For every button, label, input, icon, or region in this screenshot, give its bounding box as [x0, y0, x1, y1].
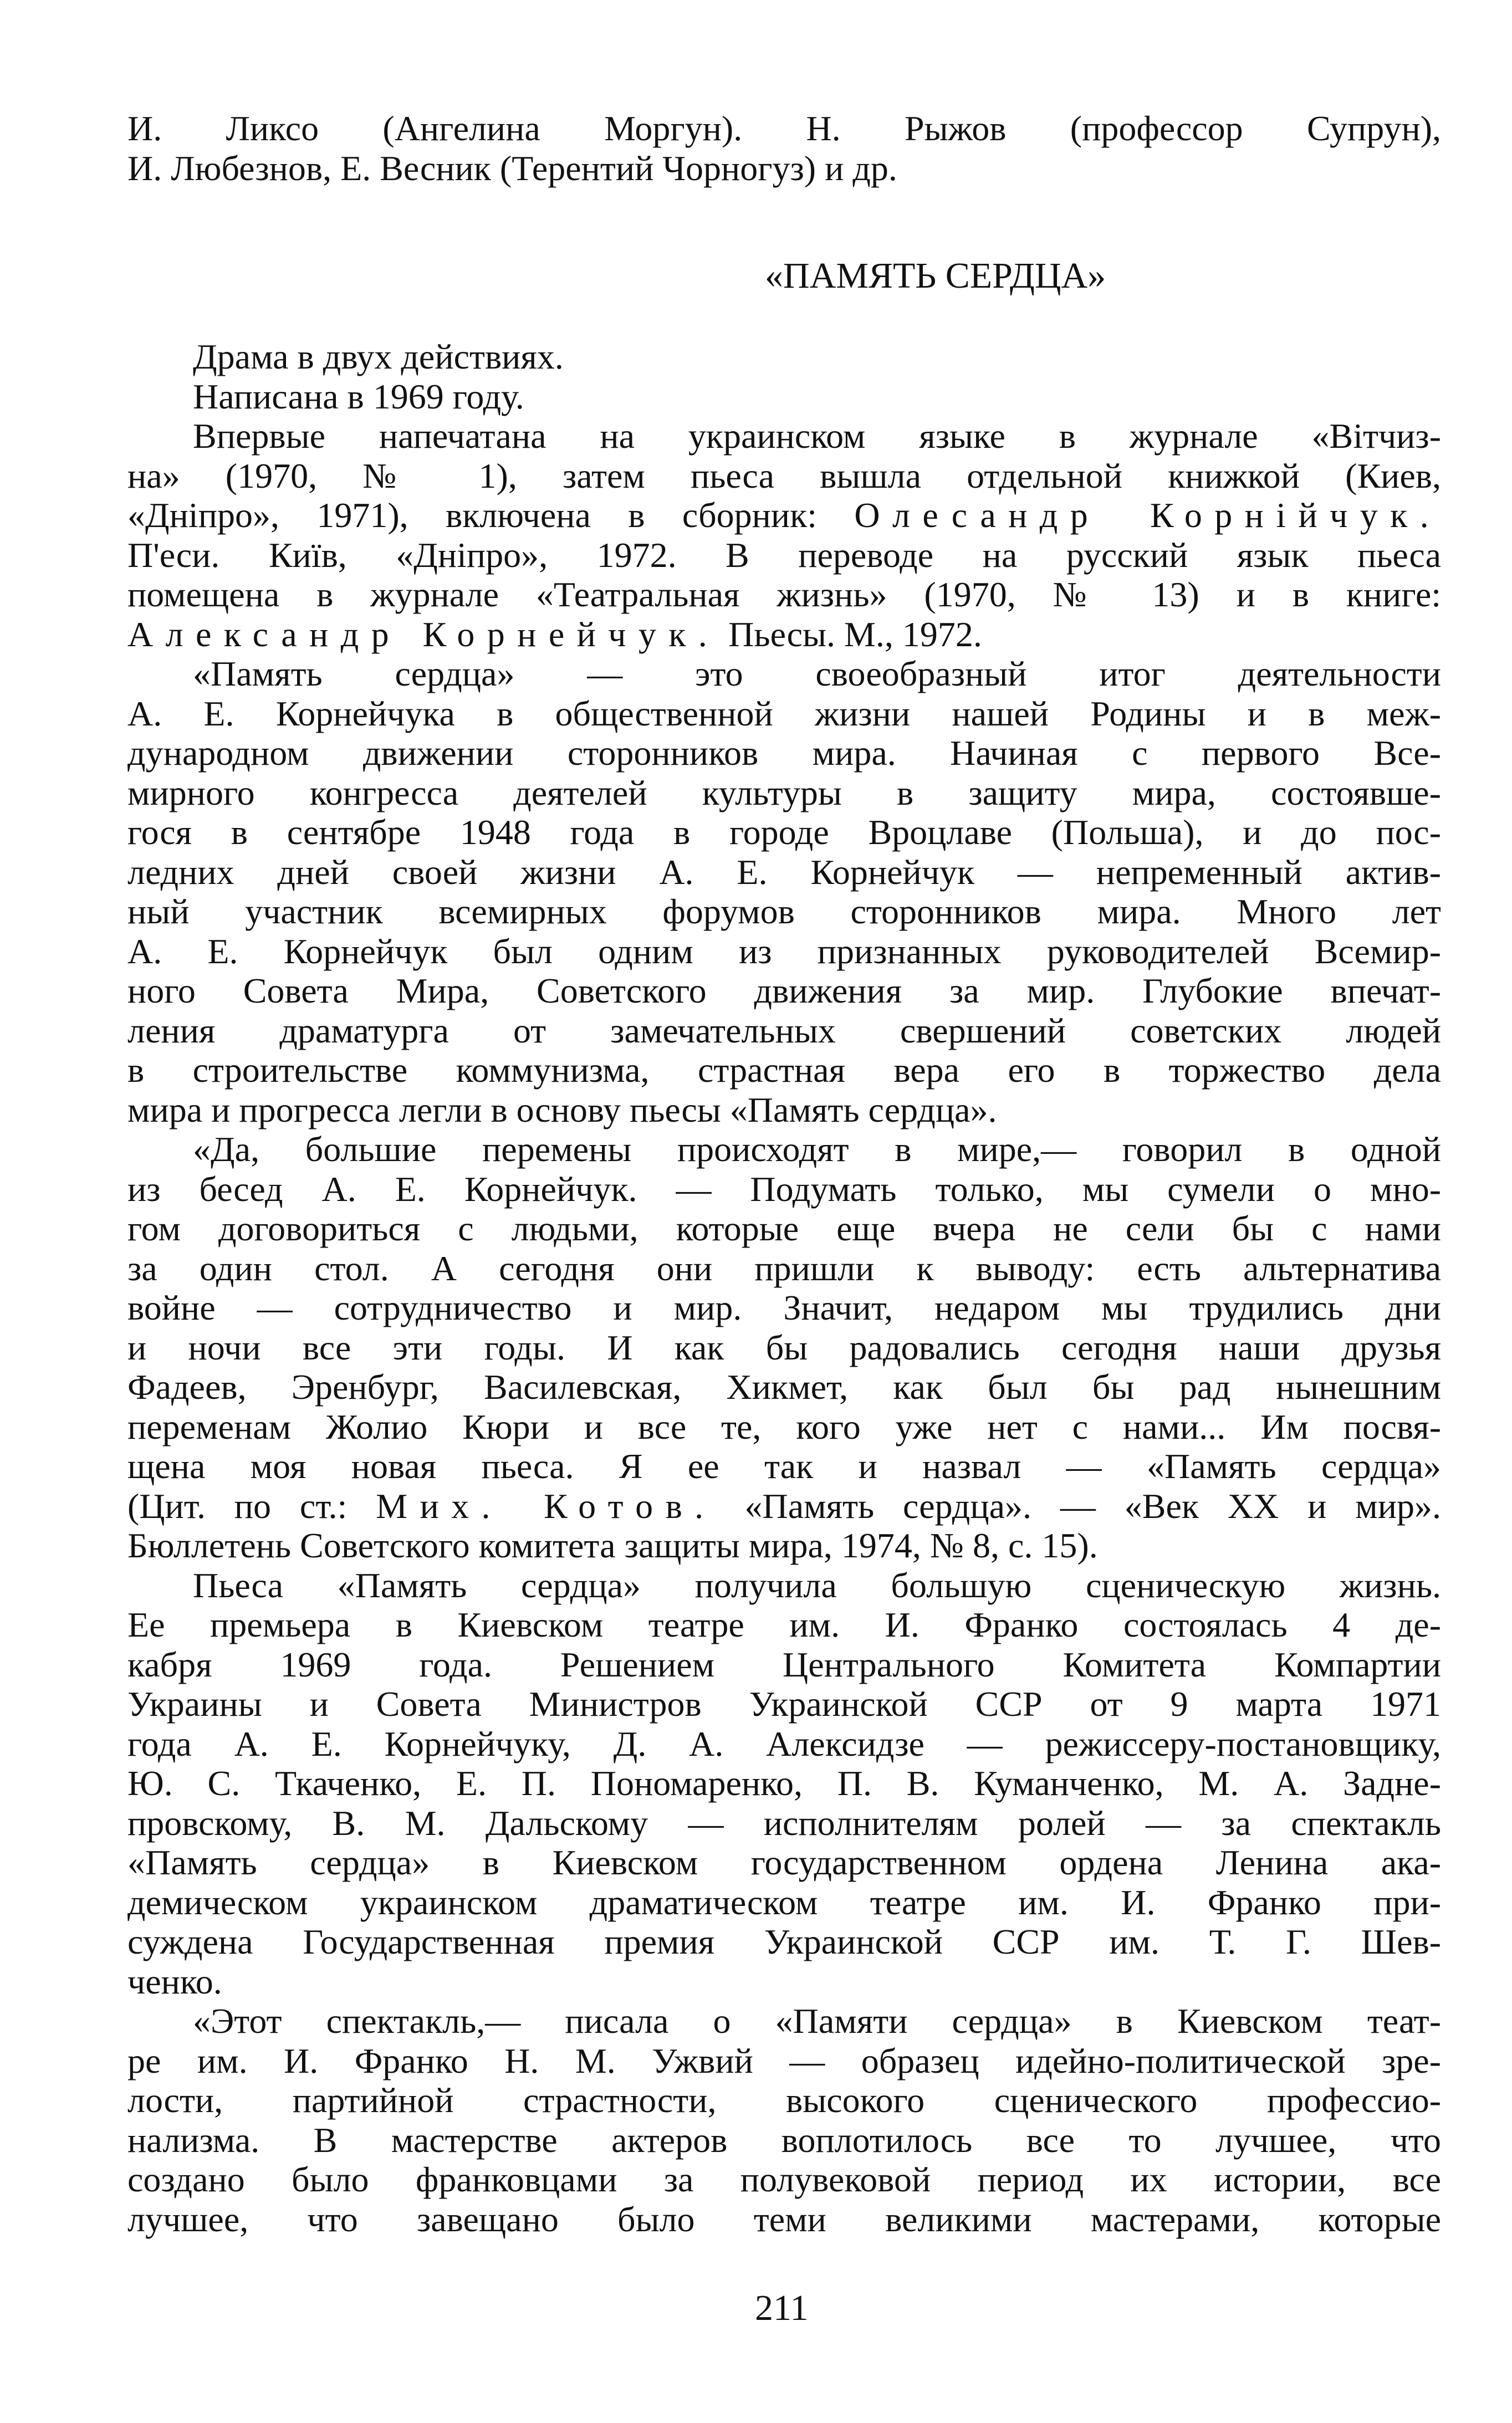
text-line: ного Совета Мира, Советского движения за мир. Глубокие впечат- — [127, 971, 1441, 1010]
text-segment: «Дніпро», 1971), включена в сборник: — [127, 495, 817, 535]
text-line: помещена в журнале «Театральная жизнь» (1970, № 13) и в книге: — [127, 575, 1441, 614]
text-line: на» (1970, № 1), затем пьеса вышла отдельной книжкой (Киев, — [127, 456, 1441, 495]
text-line: А. Е. Корнейчука в общественной жизни нашей Родины и в меж- — [127, 693, 1441, 733]
text-line: суждена Государственная премия Украинской ССР им. Т. Г. Шев- — [127, 1922, 1441, 1961]
text-segment: Пьесы. М., 1972. — [728, 614, 982, 654]
text-line: ледних дней своей жизни А. Е. Корнейчук — непременный актив- — [127, 852, 1441, 892]
text-line: кабря 1969 года. Решением Центрального Комитета Компартии — [127, 1644, 1441, 1684]
text-line — [127, 495, 1441, 535]
text-line — [127, 615, 1441, 655]
text-line: «Этот спектакль,— писала о «Памяти сердца» в Киевском теат- — [193, 2001, 1441, 2041]
text-line: ченко. — [127, 1961, 222, 2001]
text-line: демическом украинском драматическом театре им. И. Франко при- — [127, 1882, 1441, 1922]
text-segment: (Цит. по ст.: — [127, 1486, 348, 1526]
paragraph-quote — [127, 1129, 1441, 1566]
text-line: гося в сентябре 1948 года в городе Вроцлаве (Польша), и до пос- — [127, 812, 1441, 852]
text-line: И. Ликсо (Ангелина Моргун). Н. Рыжов (профессор Супрун), — [127, 109, 1441, 148]
page-number: 211 — [755, 2288, 809, 2328]
text-segment: «Память сердца». — «Век XX и мир». — [744, 1486, 1442, 1526]
section-heading: «ПАМЯТЬ СЕРДЦА» — [765, 255, 1106, 296]
text-line: в строительстве коммунизма, страстная вера его в торжество дела — [127, 1050, 1441, 1090]
text-line: из бесед А. Е. Корнейчук. — Подумать только, мы сумели о мно- — [127, 1169, 1441, 1209]
paragraph-stage — [127, 1566, 1441, 2002]
text-line: Ее премьера в Киевском театре им. И. Франко состоялась 4 де- — [127, 1605, 1441, 1644]
author-name-spaced: Александр Корнейчук. — [127, 614, 720, 654]
text-line: Ю. С. Ткаченко, Е. П. Пономаренко, П. В. Куманченко, М. А. Задне- — [127, 1763, 1441, 1803]
paragraph-review — [127, 2001, 1441, 2239]
text-line: А. Е. Корнейчук был одним из признанных руководителей Всемир- — [127, 931, 1441, 971]
text-line: П'еси. Київ, «Дніпро», 1972. В переводе на русский язык пьеса — [127, 535, 1441, 575]
text-line: ный участник всемирных форумов сторонников мира. Много лет — [127, 892, 1441, 931]
text-line: лучшее, что завещано было теми великими мастерами, которые — [127, 2199, 1441, 2239]
text-line: Впервые напечатана на украинском языке в журнале «Вітчиз- — [193, 416, 1441, 456]
text-line: за один стол. А сегодня они пришли к выводу: есть альтернатива — [127, 1248, 1441, 1288]
text-line: создано было франковцами за полувековой период их истории, все — [127, 2160, 1441, 2199]
text-line: И. Любезнов, Е. Весник (Терентий Чорногуз) и др. — [127, 148, 897, 188]
author-name-spaced: Мих. Котов. — [376, 1486, 716, 1526]
author-name-spaced: Олесандр Корнійчук. — [854, 495, 1441, 535]
text-line: войне — сотрудничество и мир. Значит, недаром мы трудились дни — [127, 1288, 1441, 1327]
text-line: Бюллетень Советского комитета защиты мира, 1974, № 8, с. 15). — [127, 1526, 1098, 1565]
text-line: Украины и Совета Министров Украинской ССР от 9 марта 1971 — [127, 1684, 1441, 1724]
text-line: «Да, большие перемены происходят в мире,— говорил в одной — [193, 1129, 1441, 1169]
text-line: Пьеса «Память сердца» получила большую сценическую жизнь. — [193, 1565, 1441, 1605]
paragraph-genre — [127, 337, 1441, 377]
text-line: переменам Жолио Кюри и все те, кого уже нет с нами... Им посвя- — [127, 1407, 1441, 1446]
text-line: провскому, В. М. Дальскому — исполнителям ролей — за спектакль — [127, 1803, 1441, 1843]
paragraph-memory — [127, 654, 1441, 1129]
text-line: Драма в двух действиях. — [193, 337, 564, 376]
body-text — [127, 337, 1441, 2239]
text-line: Написана в 1969 году. — [193, 376, 524, 416]
text-line: мирного конгресса деятелей культуры в защиту мира, состоявше- — [127, 773, 1441, 812]
text-line: дународном движении сторонников мира. Начиная с первого Все- — [127, 733, 1441, 773]
cast-continuation — [127, 109, 1441, 188]
paragraph-written — [127, 377, 1441, 417]
text-line: нализма. В мастерстве актеров воплотилось все то лучшее, что — [127, 2120, 1441, 2160]
text-line: и ночи все эти годы. И как бы радовались сегодня наши друзья — [127, 1327, 1441, 1367]
text-line: «Память сердца» — это своеобразный итог деятельности — [193, 654, 1441, 693]
text-line: лости, партийной страстности, высокого сценического профессио- — [127, 2080, 1441, 2120]
text-line: «Память сердца» в Киевском государственном ордена Ленина ака- — [127, 1843, 1441, 1882]
text-line: года А. Е. Корнейчуку, Д. А. Алексидзе — режиссеру-постановщику, — [127, 1724, 1441, 1763]
text-line: Фадеев, Эренбург, Василевская, Хикмет, как был бы рад нынешним — [127, 1367, 1441, 1407]
paragraph-publication — [127, 416, 1441, 654]
text-line: мира и прогресса легли в основу пьесы «Память сердца». — [127, 1090, 997, 1129]
text-line: гом договориться с людьми, которые еще вчера не сели бы с нами — [127, 1209, 1441, 1248]
text-line: ления драматурга от замечательных свершений советских людей — [127, 1010, 1441, 1050]
text-line — [127, 1486, 1441, 1526]
text-line: щена моя новая пьеса. Я ее так и назвал — «Память сердца» — [127, 1446, 1441, 1486]
text-line: ре им. И. Франко Н. М. Ужвий — образец идейно-политической зре- — [127, 2041, 1441, 2080]
